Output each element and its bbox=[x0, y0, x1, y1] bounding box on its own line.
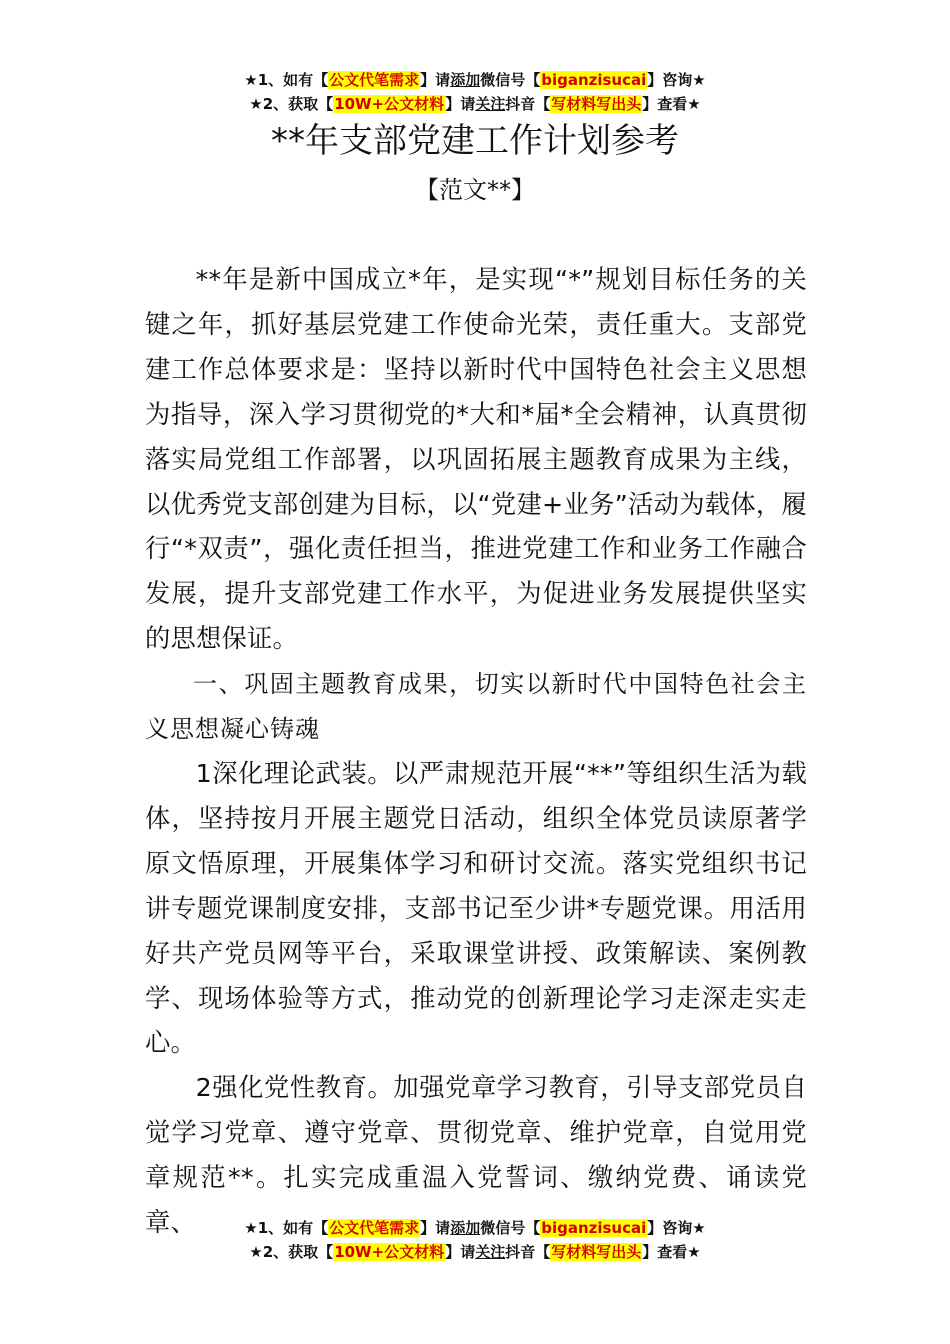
promo-highlight: 写材料写出头 bbox=[551, 1243, 642, 1261]
promo-highlight: 公文代笔需求 bbox=[329, 71, 420, 89]
promo-line-2 bbox=[0, 1240, 950, 1264]
promo-text: 抖音【 bbox=[505, 1243, 551, 1261]
promo-underlined-text: 添加 bbox=[450, 1219, 481, 1237]
promo-highlight: 写材料写出头 bbox=[551, 95, 642, 113]
promo-text: 微信号【 bbox=[480, 71, 541, 89]
promo-text: 】请 bbox=[420, 71, 451, 89]
header-promo-banner bbox=[0, 68, 950, 116]
promo-text: 】请 bbox=[445, 95, 476, 113]
promo-highlight: 公文代笔需求 bbox=[329, 1219, 420, 1237]
promo-text: ★1、如有【 bbox=[244, 1219, 329, 1237]
promo-text: 】查看★ bbox=[642, 1243, 701, 1261]
document-body bbox=[145, 258, 807, 1246]
promo-text: 抖音【 bbox=[505, 95, 551, 113]
promo-underlined-text: 关注 bbox=[475, 1243, 506, 1261]
promo-text: 】咨询★ bbox=[647, 1219, 706, 1237]
document-title: **年支部党建工作计划参考 bbox=[271, 121, 679, 161]
body-paragraph: 2强化党性教育。加强党章学习教育，引导支部党员自觉学习党章、遵守党章、贯彻党章、维护党章，自觉用党章规范**。扎实完成重温入党誓词、缴纳党费、诵读党章、 bbox=[145, 1073, 807, 1238]
promo-underlined-text: 关注 bbox=[475, 95, 506, 113]
promo-highlight: biganzisucai bbox=[541, 71, 647, 89]
document-subtitle: 【范文**】 bbox=[415, 176, 535, 204]
promo-text: ★1、如有【 bbox=[244, 71, 329, 89]
promo-highlight: 10W+公文材料 bbox=[334, 95, 445, 113]
promo-text: ★2、获取【 bbox=[249, 1243, 334, 1261]
body-paragraph: **年是新中国成立*年，是实现“*”规划目标任务的关键之年，抓好基层党建工作使命光荣，责任重大。支部党建工作总体要求是：坚持以新时代中国特色社会主义思想为指导，深入学习贯彻党的*大和*届*全会精神，认真贯彻落实局党组工作部署，以巩固拓展主题教育成果为主线，以优秀党支部创建为目标，以“党建+业务”活动为载体，履行“*双责”，强化责任担当，推进党建工作和业务工作融合发展，提升支部党建工作水平，为促进业务发展提供坚实的思想保证。 bbox=[145, 265, 807, 654]
promo-text: 】请 bbox=[420, 1219, 451, 1237]
promo-line-1 bbox=[0, 68, 950, 92]
promo-text: 】查看★ bbox=[642, 95, 701, 113]
promo-text: 】咨询★ bbox=[647, 71, 706, 89]
promo-text: 微信号【 bbox=[480, 1219, 541, 1237]
promo-highlight: biganzisucai bbox=[541, 1219, 647, 1237]
promo-highlight: 10W+公文材料 bbox=[334, 1243, 445, 1261]
promo-line-2 bbox=[0, 92, 950, 116]
body-paragraph: 1深化理论武装。以严肃规范开展“**”等组织生活为载体，坚持按月开展主题党日活动，组织全体党员读原著学原文悟原理，开展集体学习和研讨交流。落实党组织书记讲专题党课制度安排，支部书记至少讲*专题党课。用活用好共产党员网等平台，采取课堂讲授、政策解读、案例教学、现场体验等方式，推动党的创新理论学习走深走实走心。 bbox=[145, 758, 807, 1058]
promo-line-1 bbox=[0, 1216, 950, 1240]
promo-text: 】请 bbox=[445, 1243, 476, 1261]
promo-underlined-text: 添加 bbox=[450, 71, 481, 89]
promo-text: ★2、获取【 bbox=[249, 95, 334, 113]
section-heading: 一、巩固主题教育成果，切实以新时代中国特色社会主义思想凝心铸魂 bbox=[145, 670, 807, 744]
footer-promo-banner bbox=[0, 1216, 950, 1264]
